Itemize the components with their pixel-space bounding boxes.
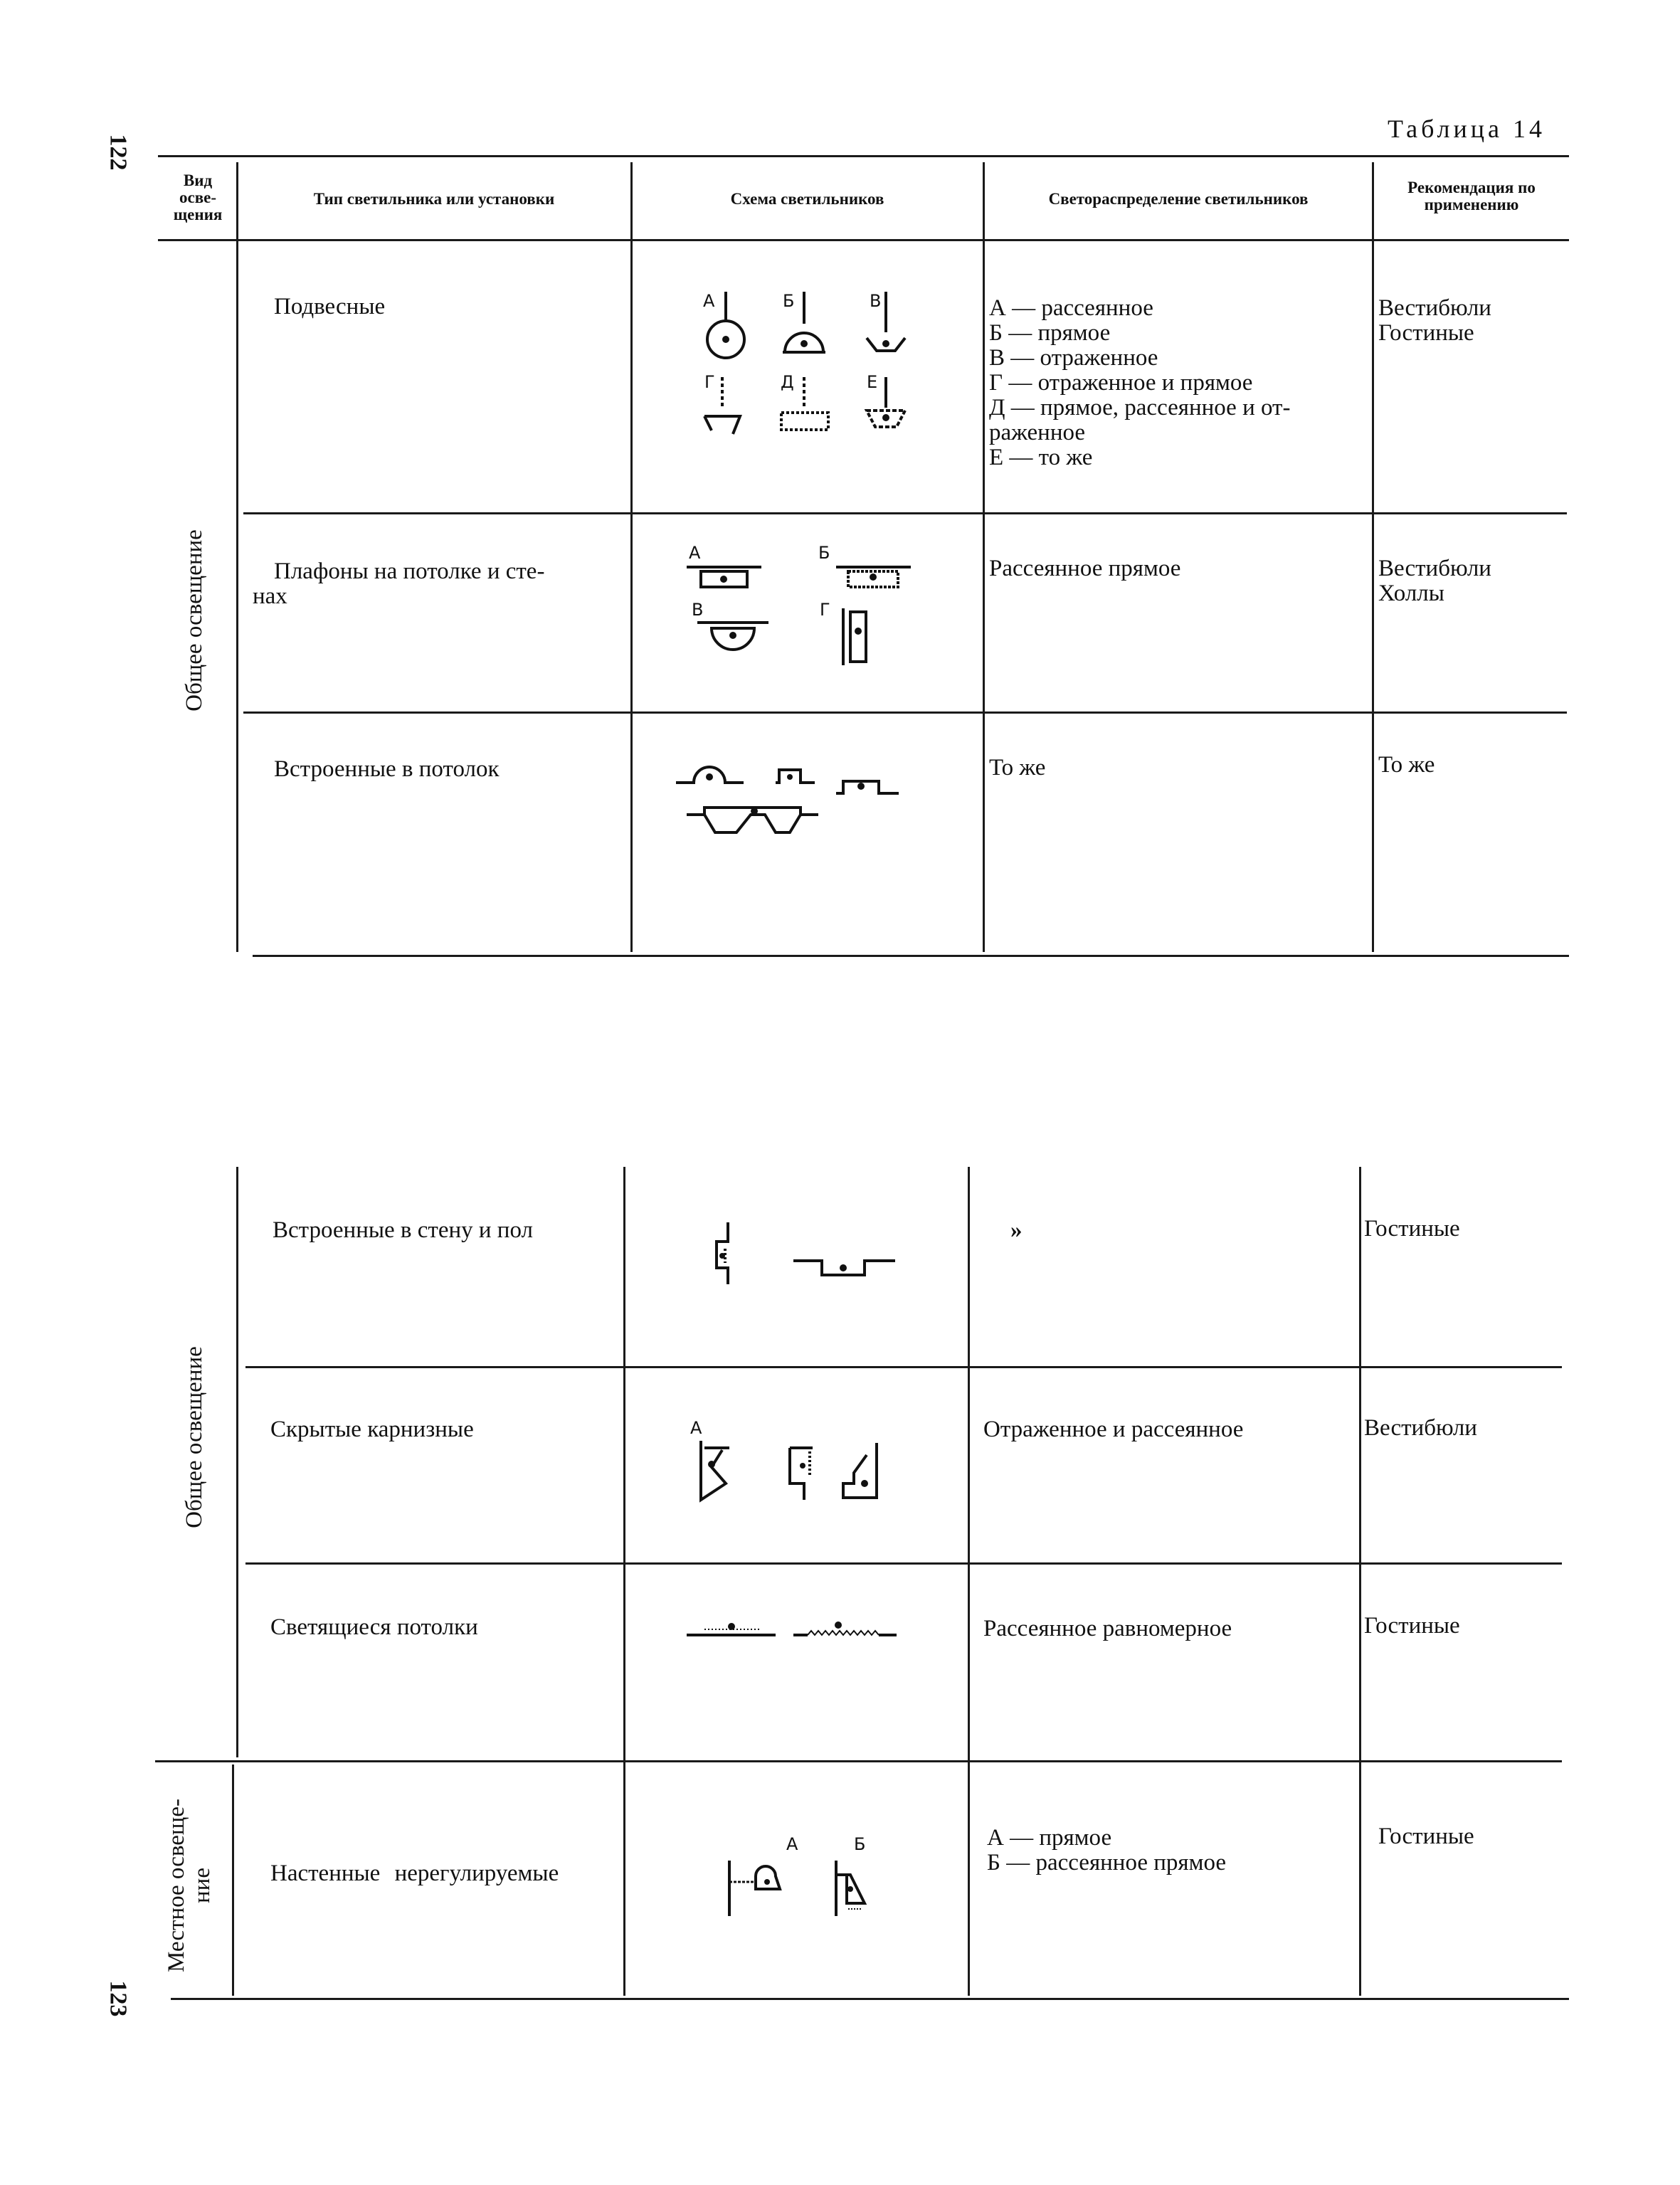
page-number-top: 122 <box>105 134 132 171</box>
row-distribution: » <box>1010 1217 1023 1243</box>
header-recommendation: Рекомендация по применению <box>1407 179 1536 213</box>
scheme-pendant-fixtures <box>683 281 939 452</box>
row-recommendation: Гостиные <box>1378 1824 1474 1849</box>
svg-text:В: В <box>870 291 882 311</box>
svg-text:А: А <box>786 1834 798 1854</box>
row-distribution: То же <box>989 755 1046 781</box>
row-recommendation: Вестибюли Холлы <box>1378 556 1491 606</box>
header-scheme: Схема светильников <box>730 190 884 208</box>
page-number-bottom: 123 <box>105 1980 132 2017</box>
row-recommendation: Вестибюли <box>1364 1415 1477 1441</box>
scheme-recessed-wall-floor <box>694 1217 921 1295</box>
scheme-recessed-ceiling <box>672 754 943 847</box>
row-type: Подвесные <box>274 294 386 319</box>
group-label-local: Местное освеще- ние <box>164 1799 215 1972</box>
group-label-general-bottom: Общее освещение <box>181 1346 207 1528</box>
svg-text:Б: Б <box>783 291 795 311</box>
svg-text:Д: Д <box>781 372 794 392</box>
header-type: Тип светильника или установки <box>313 190 555 208</box>
header-distribution: Светораспределение светильников <box>1048 190 1309 208</box>
row-recommendation: То же <box>1378 752 1435 778</box>
row-distribution: А — прямое Б — рассеянное прямое <box>987 1825 1227 1875</box>
scheme-hidden-cornice <box>683 1416 925 1515</box>
row-distribution: Рассеянное равномерное <box>983 1616 1232 1641</box>
group-label-general-top: Общее освещение <box>181 529 207 711</box>
row-type: Светящиеся потолки <box>270 1614 478 1640</box>
row-distribution: Отраженное и рассеянное <box>983 1417 1244 1442</box>
row-recommendation: Гостиные <box>1364 1613 1460 1639</box>
svg-text:Г: Г <box>704 372 715 392</box>
row-distribution: А — рассеянное Б — прямое В — отраженное Г — отраженное и прямое Д — прямое, рассеянное и от- раженное Е — то же <box>989 295 1291 470</box>
svg-text:Е: Е <box>867 372 878 392</box>
svg-text:В: В <box>692 600 704 620</box>
scheme-wall-nonadjustable <box>719 1832 904 1932</box>
row-type: Плафоны на потолке и сте- нах <box>253 559 545 609</box>
table-title: Таблица 14 <box>1388 115 1546 143</box>
row-type: Встроенные в потолок <box>274 756 500 782</box>
row-type: Скрытые карнизные <box>270 1417 474 1442</box>
scheme-luminous-ceilings <box>683 1608 939 1651</box>
row-type: Настенные нерегулируемые <box>270 1861 559 1886</box>
svg-text:Б: Б <box>818 543 830 563</box>
row-type: Встроенные в стену и пол <box>273 1217 533 1243</box>
svg-text:Б: Б <box>854 1834 866 1854</box>
row-recommendation: Вестибюли Гостиные <box>1378 295 1491 346</box>
row-distribution: Рассеянное прямое <box>989 556 1181 581</box>
svg-text:Г: Г <box>820 600 830 620</box>
scheme-ceiling-wall-plafonds <box>683 537 939 679</box>
svg-text:А: А <box>689 543 701 563</box>
header-kind: Вид осве- щения <box>173 171 223 223</box>
svg-text:А: А <box>690 1418 702 1438</box>
row-recommendation: Гостиные <box>1364 1216 1460 1242</box>
svg-text:А: А <box>703 291 715 311</box>
